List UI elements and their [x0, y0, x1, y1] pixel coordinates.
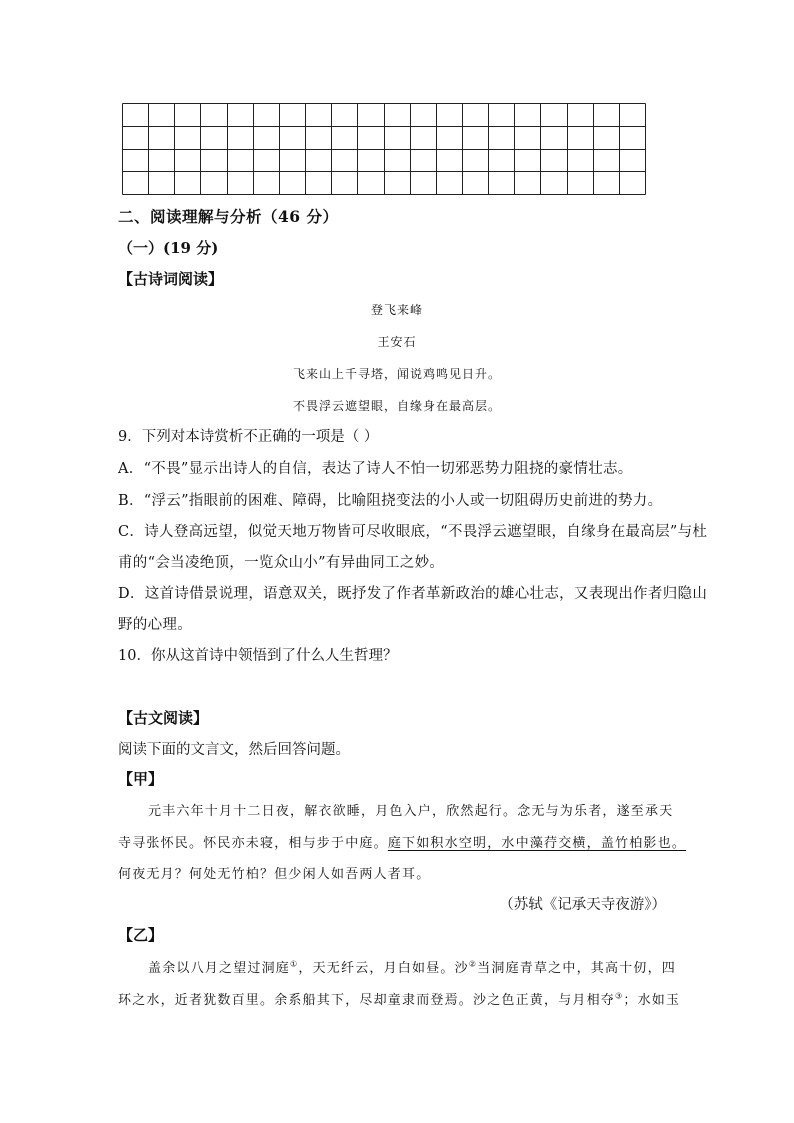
poem-title: 登飞来峰 — [370, 303, 423, 317]
poem-line-2: 不畏浮云遮望眼，自缘身在最高层。 — [292, 399, 501, 413]
classical-instruction: 阅读下面的文言文，然后回答问题。 — [118, 742, 350, 758]
passage-yi-line-1 — [148, 957, 676, 976]
passage-yi-label: 【乙】 — [118, 926, 164, 944]
yi-text-2b: ；水如玉 — [623, 993, 681, 1008]
writing-grid-lines — [122, 103, 646, 195]
passage-jia-line-3: 何夜无月？何处无竹柏？但少闲人如吾两人者耳。 — [118, 867, 431, 882]
yi-text-1a: 盖余以八月之望过洞庭 — [148, 961, 291, 976]
footnote-3: ③ — [615, 991, 624, 1001]
passage-jia-line-2 — [118, 832, 686, 851]
footnote-2: ② — [468, 959, 478, 969]
passage-yi-line-2 — [118, 989, 680, 1008]
writing-grid[interactable] — [122, 103, 646, 195]
passage-jia-label: 【甲】 — [118, 770, 164, 788]
question-9-option-c[interactable]: C．诗人登高远望，似觉天地万物皆可尽收眼底，“不畏浮云遮望眼，自缘身在最高层”与杜 — [118, 524, 708, 540]
part-title: （一）(19 分) — [118, 239, 219, 257]
question-9-stem: 9．下列对本诗赏析不正确的一项是（ ） — [118, 429, 379, 445]
question-9-option-b[interactable]: B．“浮云”指眼前的困难、障碍，比喻阻挠变法的小人或一切阻碍历史前进的势力。 — [118, 493, 663, 509]
yi-text-1b: ，天无纤云，月白如昼。沙 — [298, 961, 469, 976]
passage-jia-source: （苏轼《记承天寺夜游》） — [499, 897, 666, 913]
question-10-stem: 10．你从这首诗中领悟到了什么人生哲理？ — [118, 648, 398, 664]
underlined-sentence: 庭下如积水空明，水中藻荇交横，盖竹柏影也。 — [387, 836, 687, 851]
yi-text-2a: 环之水，近者犹数百里。余系船其下，尽却童隶而登焉。沙之色正黄，与月相夺 — [118, 993, 616, 1008]
question-9-option-d-cont: 野的心理。 — [118, 617, 192, 633]
question-9-option-d[interactable]: D．这首诗借景说理，语意双关，既抒发了作者革新政治的雄心壮志，又表现出作者归隐山 — [118, 586, 708, 602]
poem-line-1: 飞来山上千寻塔，闻说鸡鸣见日升。 — [292, 367, 501, 381]
poetry-header: 【古诗词阅读】 — [118, 270, 224, 288]
classical-header: 【古文阅读】 — [118, 709, 209, 727]
section-title: 二、阅读理解与分析（46 分） — [118, 207, 339, 226]
passage-jia-line-1: 元丰六年十月十二日夜，解衣欲睡，月色入户，欣然起行。念无与为乐者，遂至承天 — [148, 804, 674, 819]
passage-jia-line-2a: 寺寻张怀民。怀民亦未寝，相与步于中庭。 — [118, 836, 388, 851]
footnote-1: ① — [290, 959, 299, 969]
question-9-option-a[interactable]: A．“不畏”显示出诗人的自信，表达了诗人不怕一切邪恶势力阻挠的豪情壮志。 — [118, 461, 633, 477]
yi-text-1c: 当洞庭青草之中，其高十仞，四 — [477, 961, 676, 976]
poem-author: 王安石 — [377, 335, 417, 349]
question-9-option-c-cont: 甫的“会当凌绝顶，一览众山小”有异曲同工之妙。 — [118, 555, 445, 571]
